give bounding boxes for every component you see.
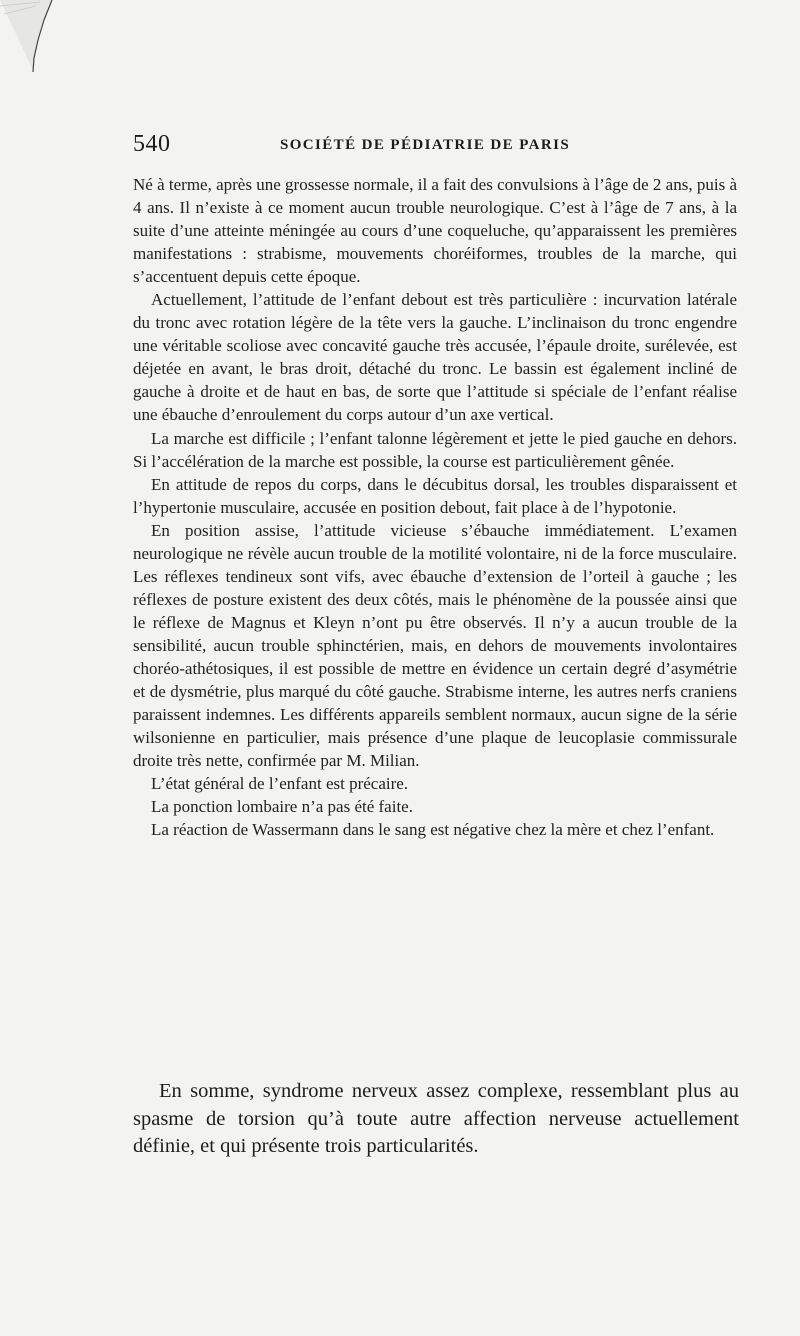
summary-section [133, 1078, 739, 1161]
running-head: SOCIÉTÉ DE PÉDIATRIE DE PARIS [280, 137, 571, 153]
paragraph: La marche est difficile ; l’enfant talonne légèrement et jette le pied gauche en dehors. Si l’accélération de la marche est possible, la course est particulièrement gênée. [133, 428, 737, 471]
paragraph: En position assise, l’attitude vicieuse s’ébauche immédiatement. L’examen neurologique ne révèle aucun trouble de la motilité volontaire, ni de la force musculaire. Les réflexes tendineux sont vifs, avec ébauche d’extension de l’orteil à gauche ; les réflexes de posture existent des deux côtés, mais le phénomène de la poussée ainsi que le réflexe de Magnus et Kleyn n’ont pu être observés. Il n’y a aucun trouble de la sensibilité, aucun trouble sphinctérien, mais, en dehors de mouvements involontaires choréo-athétosiques, il est possible de mettre en évidence un certain degré d’asymétrie et de dysmétrie, plus marqué du côté gauche. Strabisme interne, les autres nerfs craniens paraissent indemnes. Les différents appareils semblent normaux, aucun signe de la série wilsonienne en particulier, mais présence d’une plaque de leucoplasie commissurale droite très nette, confirmée par M. Milian. [133, 520, 737, 771]
paragraph: La réaction de Wassermann dans le sang est négative chez la mère et chez l’enfant. [151, 820, 715, 840]
paragraph: Né à terme, après une grossesse normale, il a fait des convulsions à l’âge de 2 ans, puis à 4 ans. Il n’existe à ce moment aucun trouble neurologique. C’est à l’âge de 7 ans, à la suite d’une atteinte méningée au cours d’une coqueluche, qu’apparaissent les premières manifestations : strabisme, mouvements choréiformes, troubles de la marche, qui s’accentuent depuis cette époque. [133, 175, 737, 287]
page-number: 540 [133, 131, 171, 157]
body-text [133, 173, 737, 841]
paragraph: La ponction lombaire n’a pas été faite. [151, 797, 413, 817]
summary-paragraph: En somme, syndrome nerveux assez complexe, ressemblant plus au spasme de torsion qu’à toute autre affection nerveuse actuellement définie, et qui présente trois particularités. [133, 1080, 739, 1157]
paragraph: Actuellement, l’attitude de l’enfant debout est très particulière : incurvation latérale du tronc avec rotation légère de la tête vers la gauche. L’inclinaison du tronc engendre une véritable scoliose avec concavité gauche très accusée, l’épaule droite, surélevée, est déjetée en avant, le bras droit, détaché du tronc. Le bassin est également incliné de gauche à droite et de haut en bas, de sorte que l’attitude si spéciale de l’enfant réalise une ébauche d’enroulement du corps autour d’un axe vertical. [133, 290, 737, 425]
paragraph: L’état général de l’enfant est précaire. [151, 774, 409, 794]
page-header [133, 131, 733, 163]
page-corner-mark [0, 0, 70, 80]
paragraph: En attitude de repos du corps, dans le décubitus dorsal, les troubles disparaissent et l’hypertonie musculaire, accusée en position debout, fait place à de l’hypotonie. [133, 474, 737, 517]
